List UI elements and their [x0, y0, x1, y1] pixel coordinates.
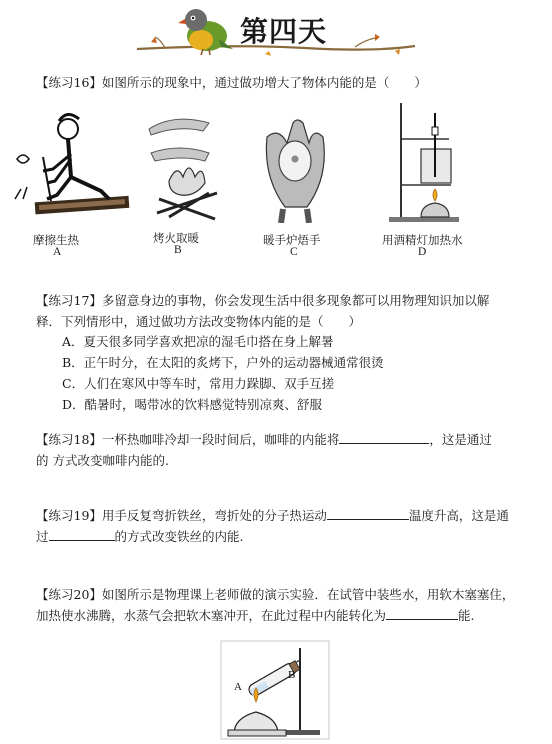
question-19-text-d: 的方式改变铁丝的内能.	[114, 529, 244, 544]
question-18-text-b: ，这是通过	[429, 432, 492, 447]
figure-caption-d: 用酒精灯加热水	[382, 233, 463, 247]
friction-illustration	[13, 99, 138, 227]
question-17-option-b: B．正午时分，在太阳的炙烤下，户外的运动器械通常很烫	[62, 355, 384, 370]
question-17-line-2: 释．下列情形中，通过做功方法改变物体内能的是（ ）	[36, 314, 362, 329]
figure-letter-d: D	[418, 246, 427, 258]
answer-blank-18[interactable]	[339, 429, 429, 444]
hand-warmer-illustration	[259, 117, 331, 223]
question-20-line-2	[36, 605, 546, 626]
question-18-text-a: 【练习18】一杯热咖啡冷却一段时间后，咖啡的内能将	[36, 432, 340, 447]
steam-experiment-figure	[220, 640, 330, 740]
question-17-option-c: C．人们在寒风中等车时，常用力跺脚、双手互搓	[62, 376, 335, 391]
question-19-text-b: 温度升高，这是通	[408, 508, 509, 523]
question-19-line-2	[36, 526, 546, 547]
question-19-line-1	[36, 505, 546, 526]
question-17-line-1: 【练习17】多留意身边的事物，你会发现生活中很多现象都可以用物理知识加以解	[36, 293, 490, 308]
figure-label-b: B	[288, 669, 296, 681]
question-17-option-a: A．夏天很多同学喜欢把凉的湿毛巾搭在身上解暑	[62, 334, 334, 349]
fire-warming-illustration	[139, 103, 234, 227]
figure-label-a: A	[234, 681, 242, 693]
question-18-line-2: 的 方式改变咖啡内能的.	[36, 453, 169, 468]
question-18-line-1	[36, 429, 546, 450]
figure-letter-b: B	[174, 244, 182, 256]
bird-icon	[175, 3, 235, 61]
figure-caption-c: 暖手炉焐手	[263, 233, 321, 247]
answer-blank-19b[interactable]	[49, 526, 115, 541]
figure-letter-a: A	[53, 246, 62, 258]
question-20-text-a: 加热使水沸腾，水蒸气会把软木塞冲开，在此过程中内能转化为	[36, 608, 387, 623]
question-20-text-b: 能.	[458, 608, 475, 623]
answer-blank-19a[interactable]	[327, 505, 409, 520]
page-title: 第四天	[240, 15, 328, 48]
question-20-line-1: 【练习20】如图所示是物理课上老师做的演示实验．在试管中装些水，用软木塞塞住，	[36, 587, 515, 602]
question-19-text-a: 【练习19】用手反复弯折铁丝，弯折处的分子热运动	[36, 508, 327, 523]
question-16-figure	[11, 97, 469, 260]
figure-caption-b: 烤火取暖	[153, 231, 199, 245]
question-17-option-d: D．酷暑时，喝带冰的饮料感觉特别凉爽、舒服	[62, 397, 323, 412]
answer-blank-20[interactable]	[386, 605, 458, 620]
alcohol-lamp-illustration	[381, 99, 466, 225]
question-19-text-c: 过	[36, 529, 49, 544]
figure-letter-c: C	[290, 246, 298, 258]
question-16-text: 【练习16】如图所示的现象中，通过做功增大了物体内能的是（ ）	[36, 75, 427, 90]
figure-caption-a: 摩擦生热	[33, 233, 79, 247]
